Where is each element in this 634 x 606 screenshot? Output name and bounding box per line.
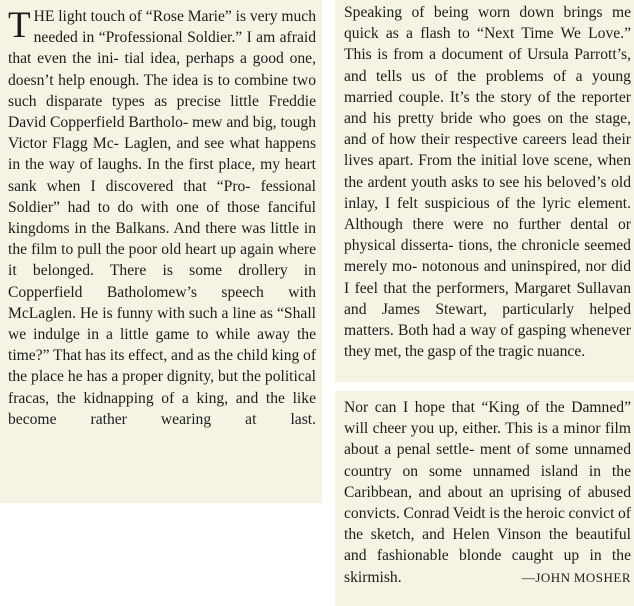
text-line: me quick as a flash to “Next Time We [344,4,631,43]
text-line: belonged. There is some drollery in [32,262,316,280]
text-line: tial idea, perhaps a good one, doesn’t [8,50,316,89]
text-line: help enough. The idea is to combine two [58,71,316,89]
text-line: fessional Soldier” had to do with one of [8,177,317,216]
text-line: and fashionable blonde caught up in the [344,547,631,565]
text-line: the like become rather wearing at last. [8,389,316,428]
text-line: ment of some unnamed country on [344,441,631,480]
text-line: lives apart. From the initial love scene, [344,152,598,170]
text-line: fracas, the kidnapping of a king, and [8,389,266,407]
text-line: those fanciful kingdoms in the Balkans. [8,198,316,238]
drop-cap: T [8,5,31,46]
text-line: Love.” This is from a document of [344,25,631,64]
text-line: Damned” will cheer you up, either. [344,399,631,438]
column-divider [335,382,634,391]
text-line: sketch, and Helen Vinson the beautiful [370,526,631,544]
text-line: pretty bride who goes on the stage, and [344,110,632,149]
paragraph-professional-soldier [8,6,316,430]
paragraph-next-time-we-love [344,2,631,362]
text-line: problems of a young married couple. [344,67,631,106]
text-line: and about an uprising of abused convicts. [344,483,631,523]
text-line: skirmish. [344,568,402,586]
text-line: It’s the story of the reporter and his [344,88,632,128]
text-line: beloved’s old inlay, I felt suspicious of [344,173,631,212]
right-bottom-column [335,391,634,606]
text-line: and James Stewart, particularly helped [344,300,631,318]
paragraph-king-of-the-damned [344,397,631,588]
text-line: Conrad Veidt is the heroic convict of the [344,505,632,544]
text-line: effect, and as the child king of the place [8,347,317,386]
text-line: And there was little in the film to pull [8,220,316,259]
text-line: Ursula Parrott’s, and tells us of the [344,46,632,85]
text-line: Speaking of being worn down brings [344,4,612,21]
text-line: mew and big, tough Victor Flagg Mc- [8,114,316,153]
text-line: McLaglen. He is funny with such a [8,304,233,322]
text-line: such disparate types as precise little [8,92,269,110]
text-line: way of laughs. In the first place, my [48,156,285,174]
text-line: whenever they met, the gasp of the [344,322,631,361]
text-line: the lyric element. Although there were [344,194,631,234]
text-line: to while away the time?” That has its [8,326,317,365]
text-line: notonous and uninspired, nor did I feel [344,258,632,297]
text-line: Freddie David Copperfield Bartholo- [8,92,316,132]
author-signature: —JOHN MOSHER [521,569,631,585]
text-line: no further dental or physical disserta- [344,216,631,255]
text-line: when the ardent youth asks to see his [344,152,631,191]
text-line: heart sank when I discovered that “Pro- [8,156,316,195]
text-line: HE light touch of “Rose Marie” is [33,8,250,25]
text-line: the poor old heart up again where it [8,241,316,280]
text-line: tions, the chronicle seemed merely mo- [344,237,631,276]
text-line: This is a minor film about a penal settle- [344,420,632,459]
text-line: very much needed in “Professional [33,8,316,47]
left-column [0,0,322,503]
text-line: that the performers, Margaret Sullavan [383,279,632,297]
right-top-column [335,0,634,382]
text-line: Soldier.” I am afraid that even the ini- [8,29,316,68]
text-line: tragic nuance. [498,343,586,361]
text-line: Copperfield Batholomew’s speech with [8,283,316,301]
text-line: line as “Shall we indulge in a little game [8,304,316,344]
text-line: Nor can I hope that “King of the [344,399,572,416]
text-line: of how their respective careers lead their [371,131,632,149]
text-line: matters. Both had a way of gasping [344,322,571,340]
text-line: he has a proper dignity, but the political [67,368,316,386]
text-line: Laglen, and see what happens in the [8,135,317,174]
text-line: some unnamed island in the Caribbean, [344,462,631,501]
